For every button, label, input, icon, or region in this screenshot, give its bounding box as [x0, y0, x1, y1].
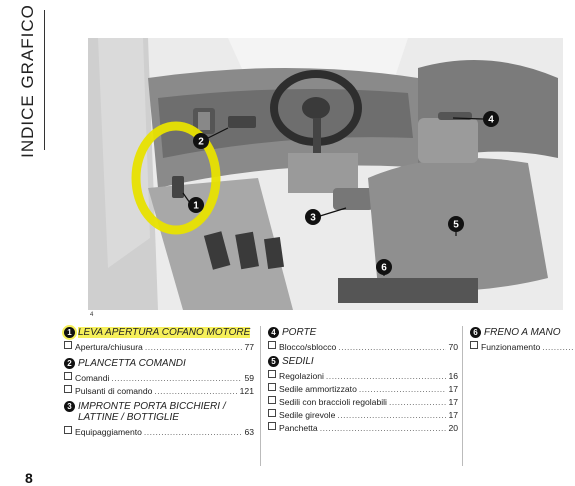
section-3-heading	[64, 401, 254, 423]
section-1-title: LEVA APERTURA COFANO MOTORE	[78, 327, 251, 338]
callout-3-label: 3	[310, 212, 316, 224]
checkbox-bullet-icon	[64, 372, 72, 380]
side-title-rule	[44, 10, 45, 150]
side-title	[14, 4, 42, 158]
checkbox-bullet-icon	[64, 426, 72, 434]
section-3-number: 3	[64, 401, 75, 412]
column-divider	[462, 326, 463, 466]
index-entry[interactable]: Equipaggiamento ..... 63	[64, 426, 254, 438]
index-entry[interactable]: Sedile ammortizzato ..... 17	[268, 383, 458, 395]
index-entry[interactable]: Regolazioni ..... 16	[268, 370, 458, 382]
callout-1-label: 1	[193, 200, 199, 212]
index-entry[interactable]: Panchetta ..... 20	[268, 422, 458, 434]
section-5-number: 5	[268, 356, 279, 367]
section-1-number: 1	[64, 327, 75, 338]
cabin-illustration	[88, 38, 563, 310]
index-entry[interactable]: Funzionamento .....	[470, 341, 575, 353]
section-4-number: 4	[268, 327, 279, 338]
index-entry[interactable]: Blocco/sblocco ..... 70	[268, 341, 458, 353]
section-5-title: SEDILI	[282, 356, 314, 367]
index-entry[interactable]: Comandi ..... 59	[64, 372, 254, 384]
section-2-title: PLANCETTA COMANDI	[78, 358, 186, 369]
checkbox-bullet-icon	[268, 422, 276, 430]
callout-6-label: 6	[381, 262, 387, 274]
section-6-title: FRENO A MANO	[484, 327, 561, 338]
page-number: 8	[25, 470, 33, 486]
section-4-heading	[268, 327, 458, 338]
section-2-number: 2	[64, 358, 75, 369]
index-entry[interactable]: Sedili con braccioli regolabili ..... 17	[268, 396, 458, 408]
index-entry[interactable]: Apertura/chiusura ..... 77	[64, 341, 254, 353]
section-6-number: 6	[470, 327, 481, 338]
index-entry[interactable]: Sedile girevole ..... 17	[268, 409, 458, 421]
section-1-heading	[64, 327, 254, 338]
section-4-title: PORTE	[282, 327, 317, 338]
checkbox-bullet-icon	[268, 409, 276, 417]
checkbox-bullet-icon	[64, 341, 72, 349]
index-entry[interactable]: Pulsanti di comando ..... 121	[64, 385, 254, 397]
checkbox-bullet-icon	[268, 383, 276, 391]
callout-2-label: 2	[198, 136, 204, 148]
checkbox-bullet-icon	[268, 396, 276, 404]
section-5-heading	[268, 356, 458, 367]
checkbox-bullet-icon	[268, 341, 276, 349]
column-divider	[260, 326, 261, 466]
index-column-2	[268, 326, 458, 435]
figure-number: 4	[90, 312, 94, 318]
checkbox-bullet-icon	[64, 385, 72, 393]
checkbox-bullet-icon	[268, 370, 276, 378]
section-3-title: IMPRONTE PORTA BICCHIERI / LATTINE / BOTTIGLIE	[78, 401, 226, 423]
section-2-heading	[64, 358, 254, 369]
index-column-1	[64, 326, 254, 439]
section-6-heading	[470, 327, 575, 338]
side-title-text: INDICE GRAFICO	[18, 4, 37, 158]
callout-5-label: 5	[453, 219, 459, 231]
checkbox-bullet-icon	[470, 341, 478, 349]
index-column-3	[470, 326, 575, 354]
callout-4-label: 4	[488, 114, 494, 126]
